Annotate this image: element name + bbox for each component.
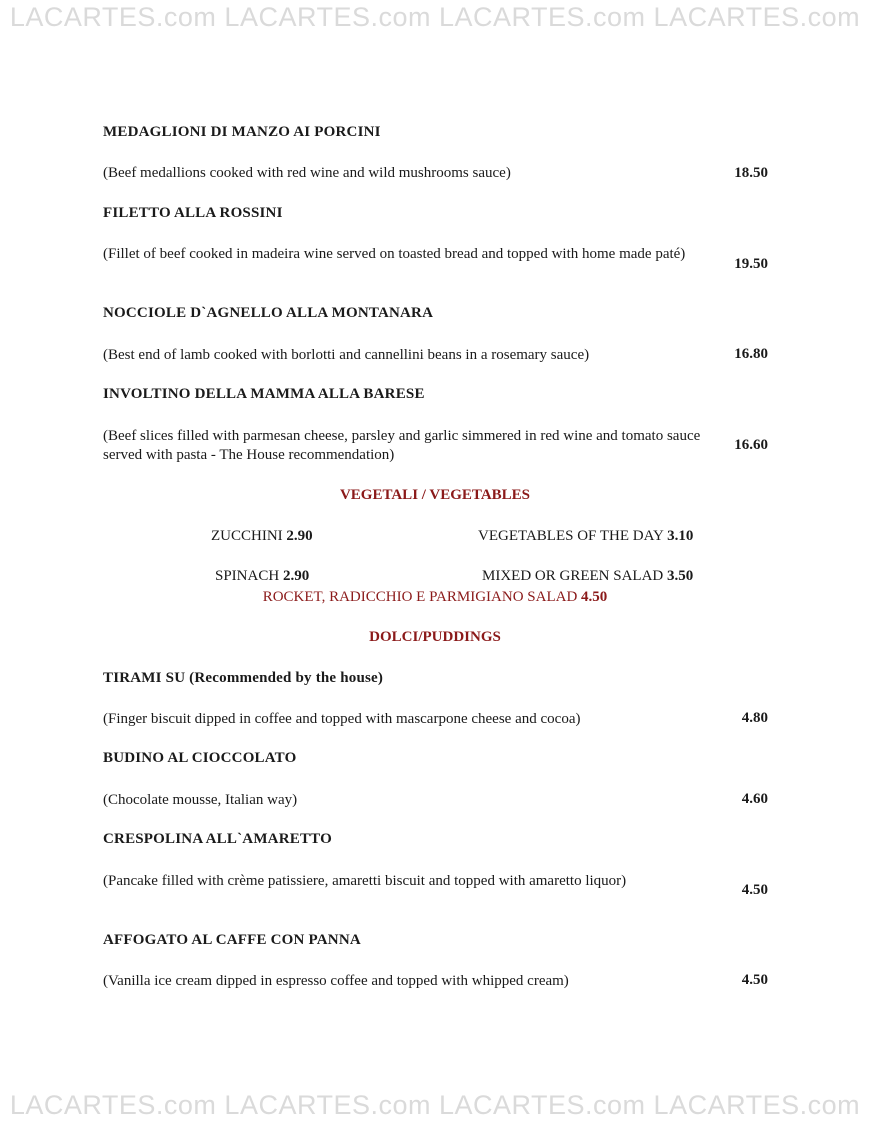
section-title-vegetables: VEGETALI / VEGETABLES [339, 487, 531, 503]
dish-title: NOCCIOLE D`AGNELLO ALLA MONTANARA [103, 305, 434, 321]
vegetable-name: ZUCCHINI [211, 528, 283, 544]
vegetable-item [215, 568, 309, 585]
dish-price: 16.60 [734, 437, 768, 453]
dish-price: 19.50 [734, 256, 768, 272]
vegetable-item [211, 528, 313, 545]
dish-title: FILETTO ALLA ROSSINI [103, 205, 283, 221]
dessert-title: AFFOGATO AL CAFFE CON PANNA [103, 932, 361, 948]
vegetable-price: 2.90 [286, 528, 313, 544]
vegetable-price: 3.50 [667, 568, 694, 584]
dessert-title: CRESPOLINA ALL`AMARETTO [103, 831, 332, 847]
vegetable-special-name: ROCKET, RADICCHIO E PARMIGIANO SALAD [262, 589, 578, 605]
section-title-desserts: DOLCI/PUDDINGS [369, 629, 501, 645]
vegetable-name: VEGETABLES OF THE DAY [478, 528, 664, 544]
vegetable-special-price: 4.50 [581, 589, 608, 605]
watermark-bottom: LACARTES.com LACARTES.com LACARTES.com LACARTES.com [9, 1090, 861, 1120]
dessert-price: 4.60 [741, 791, 768, 807]
dish-description: (Beef slices filled with parmesan cheese, parsley and garlic simmered in red wine and tomato sauce served with pasta - The House recommendation) [103, 428, 701, 463]
dish-price: 18.50 [734, 165, 768, 181]
dessert-price: 4.80 [741, 710, 768, 726]
dish-price: 16.80 [734, 346, 768, 362]
dish-description: (Beef medallions cooked with red wine and wild mushrooms sauce) [103, 165, 511, 181]
vegetable-name: MIXED OR GREEN SALAD [482, 568, 664, 584]
dessert-price: 4.50 [741, 882, 768, 898]
vegetable-price: 2.90 [282, 568, 310, 584]
dish-description: (Best end of lamb cooked with borlotti and cannellini beans in a rosemary sauce) [103, 347, 590, 363]
dessert-description: (Finger biscuit dipped in coffee and topped with mascarpone cheese and cocoa) [103, 711, 581, 727]
dish-description: (Fillet of beef cooked in madeira wine served on toasted bread and topped with home made paté) [103, 246, 686, 262]
dessert-title: TIRAMI SU (Recommended by the house) [103, 670, 384, 686]
dessert-price: 4.50 [741, 972, 768, 988]
dish-title: MEDAGLIONI DI MANZO AI PORCINI [103, 124, 381, 140]
vegetable-price: 3.10 [667, 528, 694, 544]
vegetable-special [0, 589, 870, 606]
dessert-title: BUDINO AL CIOCCOLATO [103, 750, 297, 766]
dessert-description: (Pancake filled with crème patissiere, amaretti biscuit and topped with amaretto liquor) [103, 873, 627, 889]
vegetable-item [478, 528, 693, 545]
vegetable-item [482, 568, 693, 585]
watermark-top: LACARTES.com LACARTES.com LACARTES.com LACARTES.com [9, 2, 861, 32]
dessert-description: (Chocolate mousse, Italian way) [103, 792, 298, 808]
dessert-description: (Vanilla ice cream dipped in espresso coffee and topped with whipped cream) [103, 973, 569, 989]
dish-title: INVOLTINO DELLA MAMMA ALLA BARESE [103, 386, 425, 402]
vegetable-name: SPINACH [215, 568, 280, 584]
